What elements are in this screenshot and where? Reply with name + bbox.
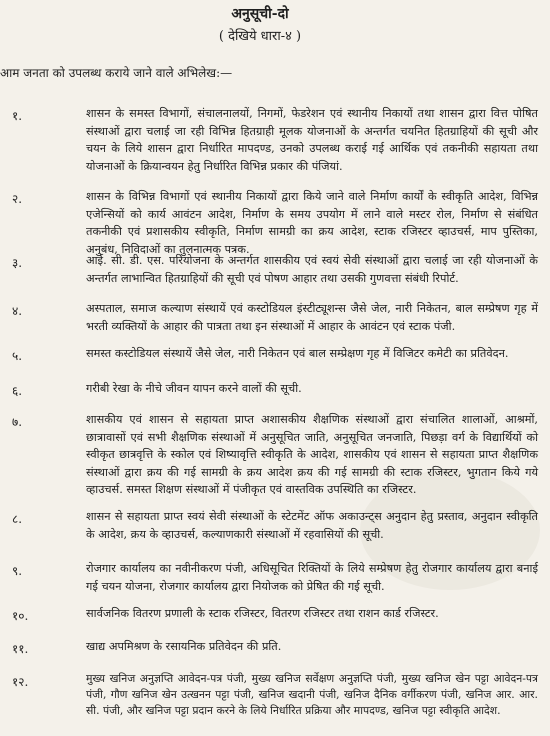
item-number: १०.: [12, 609, 29, 623]
item-number: ३.: [12, 256, 23, 270]
item-text: खाद्य अपमिश्रण के रसायनिक प्रतिवेदन की प्रति.: [86, 640, 282, 653]
item-text: आई. सी. डी. एस. परियोजना के अन्तर्गत शासकीय एवं स्वयं सेवी संस्थाओं द्वारा चलाई जा रही योजनाओं के अन्तर्गत लाभान्वित हितग्राहियों की सूची एवं पोषण आहार तथा उसकी गुणवत्ता संबंधी रिपोर्ट.: [86, 254, 538, 285]
item-number: ७.: [12, 415, 23, 429]
page-subtitle: ( देखिये धारा-४ ): [218, 29, 302, 44]
item-text: शासन से सहायता प्राप्त स्वयं सेवी संस्थाओं के स्टेटमेंट ऑफ अकाउन्ट्स अनुदान हेतु प्रस्ताव, अनुदान स्वीकृति के आदेश, क्रय के व्हाउचर्स, कल्याणकारी संस्थाओं में रहवासियों की सूची.: [86, 510, 538, 541]
item-number: १२.: [12, 675, 29, 689]
item-text: शासकीय एवं शासन से सहायता प्राप्त अशासकीय शैक्षणिक संस्थाओं द्वारा संचालित शालाओं, आश्रमों, छात्रावासों एवं सभी शैक्षणिक संस्थाओं में अनुसूचित जाति, अनुसूचित जनजाति, पिछड़ा वर्ग के विद्यार्थियों को स्वीकृत छात्रवृत्ति के स्कोल एवं शिष्यावृत्ति स्वीकृति के आदेश, शासकीय एवं शासन से सहायता प्राप्त शैक्षणिक संस्थाओं द्वारा क्रय की गई सामग्री के क्रय आदेश क्रय की गई सामग्री की स्टाक रजिस्टर, भुगतान किये गये व्हाउचर्स. समस्त शिक्षण संस्थाओं में पंजीकृत एवं वास्तविक उपस्थिति का रजिस्टर.: [86, 413, 538, 496]
item-text: अस्पताल, समाज कल्याण संस्थायें एवं कस्टोडियल इंस्टीट्यूशन्स जैसे जेल, नारी निकेतन, बाल सम्प्रेषण गृह में भरती व्यक्तियों के आहार की पात्रता तथा इन संस्थाओं में आहार के आवंटन एवं स्टाक पंजी.: [86, 302, 538, 333]
item-number: ११.: [12, 642, 29, 656]
item-text: सार्वजनिक वितरण प्रणाली के स्टाक रजिस्टर, वितरण रजिस्टर तथा राशन कार्ड रजिस्टर.: [86, 607, 439, 620]
item-text: समस्त कस्टोडियल संस्थायें जैसे जेल, नारी निकेतन एवं बाल सम्प्रेक्षण गृह में विजिटर कमेटी का प्रतिवेदन.: [86, 347, 509, 360]
intro-text: आम जनता को उपलब्ध कराये जाने वाले अभिलेख:—: [0, 66, 233, 80]
item-number: २.: [12, 192, 23, 206]
item-text: मुख्य खनिज अनुज्ञप्ति आवेदन-पत्र पंजी, मुख्य खनिज सर्वेक्षण अनुज्ञप्ति पंजी, मुख्य खनिज खेन पट्टा आवेदन-पत्र पंजी, गौण खनिज खेन उत्खनन पट्टा पंजी, खनिज खदानी पंजी, खनिज दैनिक वर्गीकरण पंजी, खनिज आर. आर. सी. पंजी, और खनिज पट्टा प्रदान करने के लिये निर्धारित प्रक्रिया और मापदण्ड, खनिज पट्टा स्वीकृति आदेश.: [86, 672, 538, 717]
item-number: ५.: [12, 349, 23, 363]
item-number: ६.: [12, 384, 23, 398]
item-text: गरीबी रेखा के नीचे जीवन यापन करने वालों की सूची.: [86, 382, 302, 395]
item-number: ८.: [12, 512, 23, 526]
item-text: रोजगार कार्यालय का नवीनीकरण पंजी, अधिसूचित रिक्तियों के लिये सम्प्रेषण हेतु रोजगार कार्यालय द्वारा बनाई गई चयन योजना, रोजगार कार्यालय द्वारा नियोजक को प्रेषित की गई सूची.: [86, 562, 538, 593]
item-number: ४.: [12, 304, 23, 318]
page-title: अनुसूची-दो: [231, 6, 289, 22]
item-text: शासन के समस्त विभागों, संचालनालयों, निगमों, फेडरेशन एवं स्थानीय निकायों तथा शासन द्वारा वित्त पोषित संस्थाओं द्वारा चलाई जा रही विभिन्न हितग्राही मूलक योजनाओं के अन्तर्गत चयनित हितग्राहियों की सूची और चयन के लिये शासन द्वारा निर्धारित मापदण्ड, उनको उपलब्ध कराई गई आर्थिक एवं तकनीकी सहायता तथा योजनाओं के क्रियान्वयन हेतु निर्धारित विभिन्न प्रकार की पंजियां.: [86, 107, 538, 173]
item-number: १.: [12, 109, 23, 123]
item-text: शासन के विभिन्न विभागों एवं स्थानीय निकायों द्वारा किये जाने वाले निर्माण कार्यों के स्वीकृति आदेश, विभिन्न एजेन्सियों को कार्य आवंटन आदेश, निर्माण के समय उपयोग में लाने वाले मस्टर रोल, निर्माण से संबंधित तकनीकी एवं प्रशासकीय स्वीकृति, निर्माण सामग्री का क्रय आदेश, स्टाक रजिस्टर व्हाउचर्स, माप पुस्तिका, अनुबंध, निविदाओं का तुलनात्मक पत्रक.: [86, 190, 538, 256]
item-number: ९.: [12, 564, 23, 578]
